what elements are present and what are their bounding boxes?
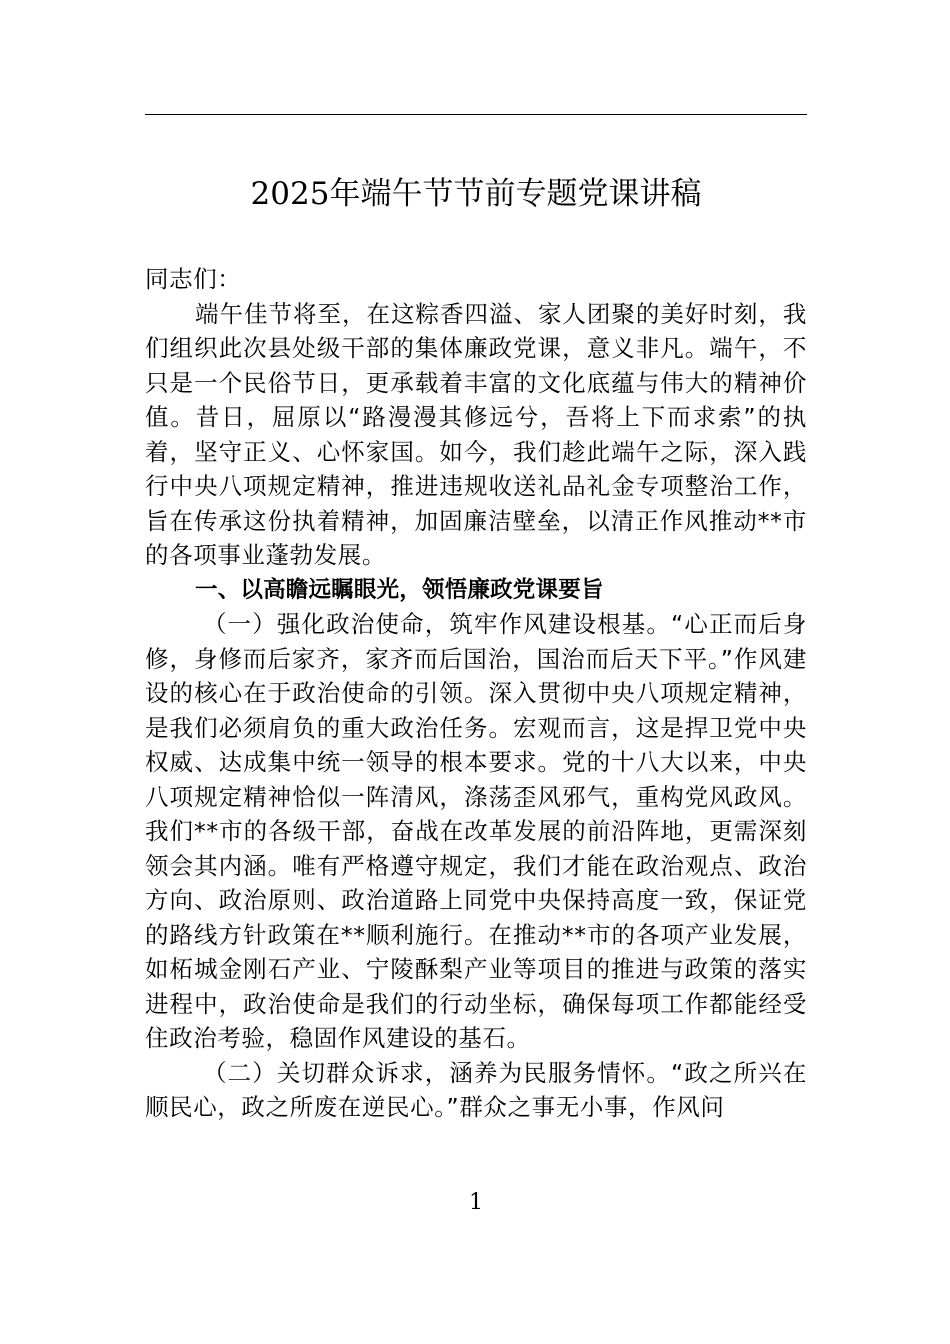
document-title: 2025年端午节节前专题党课讲稿: [250, 176, 702, 212]
section-heading-1: 一、以高瞻远瞩眼光，领悟廉政党课要旨: [195, 576, 604, 603]
salutation: 同志们：: [145, 265, 242, 293]
document-body: [145, 262, 807, 1125]
subsection-paragraph-2: （二）关切群众诉求，涵养为民服务情怀。“政之所兴在顺民心，政之所废在逆民心。”群众之事无小事，作风问: [145, 1058, 807, 1121]
header-rule: [145, 114, 807, 115]
intro-paragraph: 端午佳节将至，在这粽香四溢、家人团聚的美好时刻，我们组织此次县处级干部的集体廉政党课，意义非凡。端午，不只是一个民俗节日，更承载着丰富的文化底蕴与伟大的精神价值。昔日，屈原以“路漫漫其修远兮，吾将上下而求索”的执着，坚守正义、心怀家国。如今，我们趁此端午之际，深入践行中央八项规定精神，推进违规收送礼品礼金专项整治工作，旨在传承这份执着精神，加固廉洁壁垒，以清正作风推动**市的各项事业蓬勃发展。: [145, 299, 807, 569]
page-number: 1: [469, 1190, 483, 1215]
subsection-paragraph-1: （一）强化政治使命，筑牢作风建设根基。“心正而后身修，身修而后家齐，家齐而后国治，国治而后天下平。”作风建设的核心在于政治使命的引领。深入贯彻中央八项规定精神，是我们必须肩负的重大政治任务。宏观而言，这是捍卫党中央权威、达成集中统一领导的根本要求。党的十八大以来，中央八项规定精神恰似一阵清风，涤荡歪风邪气，重构党风政风。我们**市的各级干部，奋战在改革发展的前沿阵地，更需深刻领会其内涵。唯有严格遵守规定，我们才能在政治观点、政治方向、政治原则、政治道路上同党中央保持高度一致，保证党的路线方针政策在**顺利施行。在推动**市的各项产业发展，如柘城金刚石产业、宁陵酥梨产业等项目的推进与政策的落实进程中，政治使命是我们的行动坐标，确保每项工作都能经受住政治考验，稳固作风建设的基石。: [145, 610, 807, 1052]
